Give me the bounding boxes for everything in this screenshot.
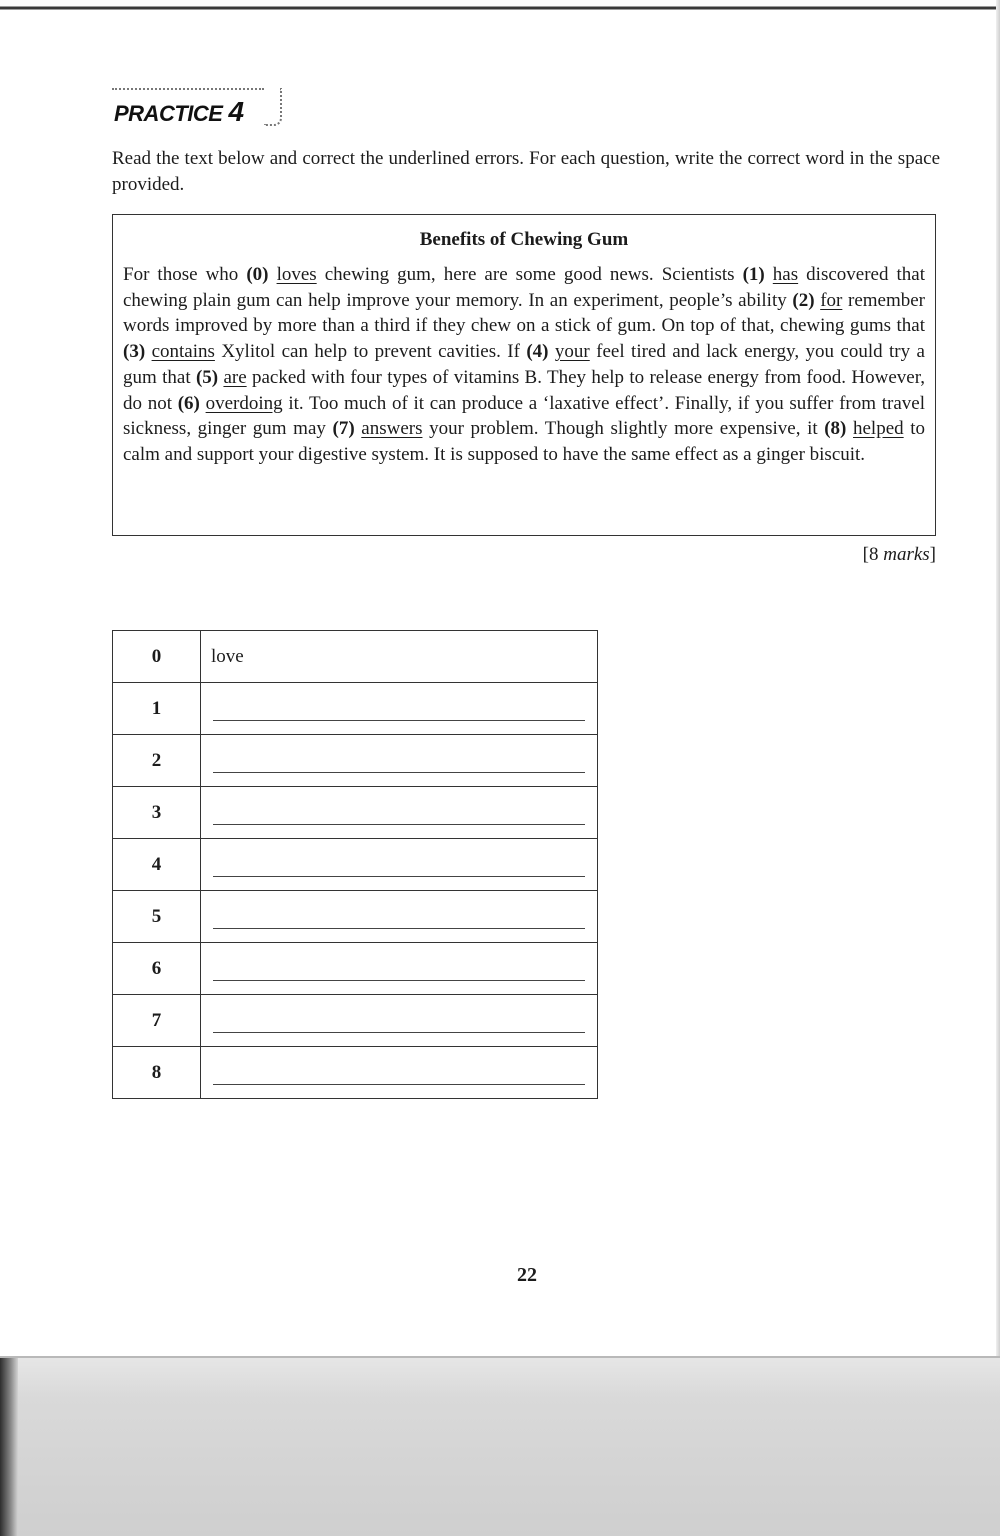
answer-cell[interactable] [201, 735, 598, 787]
underlined-error: answers [361, 418, 423, 440]
passage-segment [765, 264, 773, 285]
question-number: 1 [113, 683, 201, 735]
question-number: 7 [113, 995, 201, 1047]
scan-top-edge [0, 0, 1000, 14]
underlined-error: overdoing [205, 392, 283, 414]
answer-blank-line[interactable] [213, 1084, 585, 1085]
passage-segment: to calm and support your digestive system. It is supposed to have the same effect as a ginger biscuit. [123, 418, 926, 465]
answer-value: love [211, 645, 244, 667]
scan-background [0, 1358, 1000, 1536]
question-marker: (3) [123, 341, 146, 363]
answer-cell[interactable] [201, 787, 598, 839]
answer-row [113, 891, 598, 943]
question-marker: (4) [526, 341, 549, 363]
passage-segment: remember words improved by more than a third if they chew on a stick of gum. On top of that, chewing gums that [123, 289, 925, 337]
answer-cell[interactable] [201, 683, 598, 735]
marks-word: marks [883, 544, 930, 565]
instructions: Read the text below and correct the underlined errors. For each question, write the correct word in the space provided. [112, 148, 940, 195]
page-number: 22 [517, 1264, 537, 1286]
dotted-frame-top [112, 88, 264, 90]
answer-row [113, 631, 598, 683]
passage-segment: discovered that chewing plain gum can help improve your memory. In an experiment, people’s ability [123, 264, 926, 311]
practice-title [114, 96, 244, 128]
passage-box [112, 214, 936, 536]
question-marker: (7) [332, 418, 355, 440]
passage-segment: feel tired and lack energy, you could try a gum that [123, 341, 925, 388]
passage-segment: chewing gum, here are some good news. Scientists [316, 264, 743, 285]
passage-text [123, 262, 925, 468]
answer-blank-line[interactable] [213, 980, 585, 981]
question-number: 8 [113, 1047, 201, 1099]
question-marker: (5) [195, 366, 219, 388]
passage-segment: your problem. Though slightly more expensive, it [422, 418, 825, 440]
answer-blank-line[interactable] [213, 876, 585, 877]
passage-segment: For those who [123, 264, 247, 285]
underlined-error: your [554, 341, 590, 363]
passage-title: Benefits of Chewing Gum [419, 229, 629, 250]
question-number: 6 [113, 943, 201, 995]
dotted-frame-side [264, 88, 282, 126]
question-number: 0 [113, 631, 201, 683]
answer-blank-line[interactable] [213, 1032, 585, 1033]
answer-cell[interactable] [201, 839, 598, 891]
answer-row [113, 787, 598, 839]
answer-cell[interactable] [201, 891, 598, 943]
practice-label: PRACTICE [114, 101, 223, 126]
passage-segment: it. Too much of it can produce a ‘laxative effect’. Finally, if you suffer from travel sickness, ginger gum may [123, 392, 925, 440]
scan-right-edge [996, 0, 1000, 1360]
answer-row [113, 995, 598, 1047]
practice-header [112, 84, 292, 132]
underlined-error: for [820, 289, 843, 311]
passage-segment [846, 418, 853, 439]
answer-row [113, 1047, 598, 1099]
question-marker: (0) [246, 264, 269, 285]
passage-segment: packed with four types of vitamins B. They help to release energy from food. However, do not [123, 366, 926, 414]
passage-segment: Xylitol can help to prevent cavities. If [214, 341, 527, 363]
question-marker: (8) [824, 418, 847, 440]
answer-blank-line[interactable] [213, 824, 585, 825]
marks-open: [8 [862, 544, 884, 565]
question-marker: (2) [792, 289, 815, 311]
answer-blank-line[interactable] [213, 720, 585, 721]
question-marker: (6) [177, 392, 200, 414]
marks-label [863, 542, 936, 568]
answer-row [113, 943, 598, 995]
answer-row [113, 839, 598, 891]
answer-blank-line[interactable] [213, 772, 585, 773]
underlined-error: helped [853, 418, 904, 440]
question-marker: (1) [742, 264, 765, 285]
marks-close: ] [929, 544, 936, 565]
answer-cell[interactable] [201, 943, 598, 995]
question-number: 4 [113, 839, 201, 891]
answer-cell[interactable] [201, 1047, 598, 1099]
underlined-error: loves [276, 264, 317, 285]
question-number: 3 [113, 787, 201, 839]
answer-table [112, 630, 598, 1099]
answer-row [113, 735, 598, 787]
practice-number: 4 [228, 96, 244, 127]
answer-cell[interactable] [201, 631, 598, 683]
underlined-error: has [772, 264, 799, 285]
question-number: 2 [113, 735, 201, 787]
answer-cell[interactable] [201, 995, 598, 1047]
answer-row [113, 683, 598, 735]
underlined-error: contains [151, 341, 215, 363]
answer-blank-line[interactable] [213, 928, 585, 929]
passage-segment [269, 264, 277, 285]
underlined-error: are [223, 366, 247, 388]
question-number: 5 [113, 891, 201, 943]
